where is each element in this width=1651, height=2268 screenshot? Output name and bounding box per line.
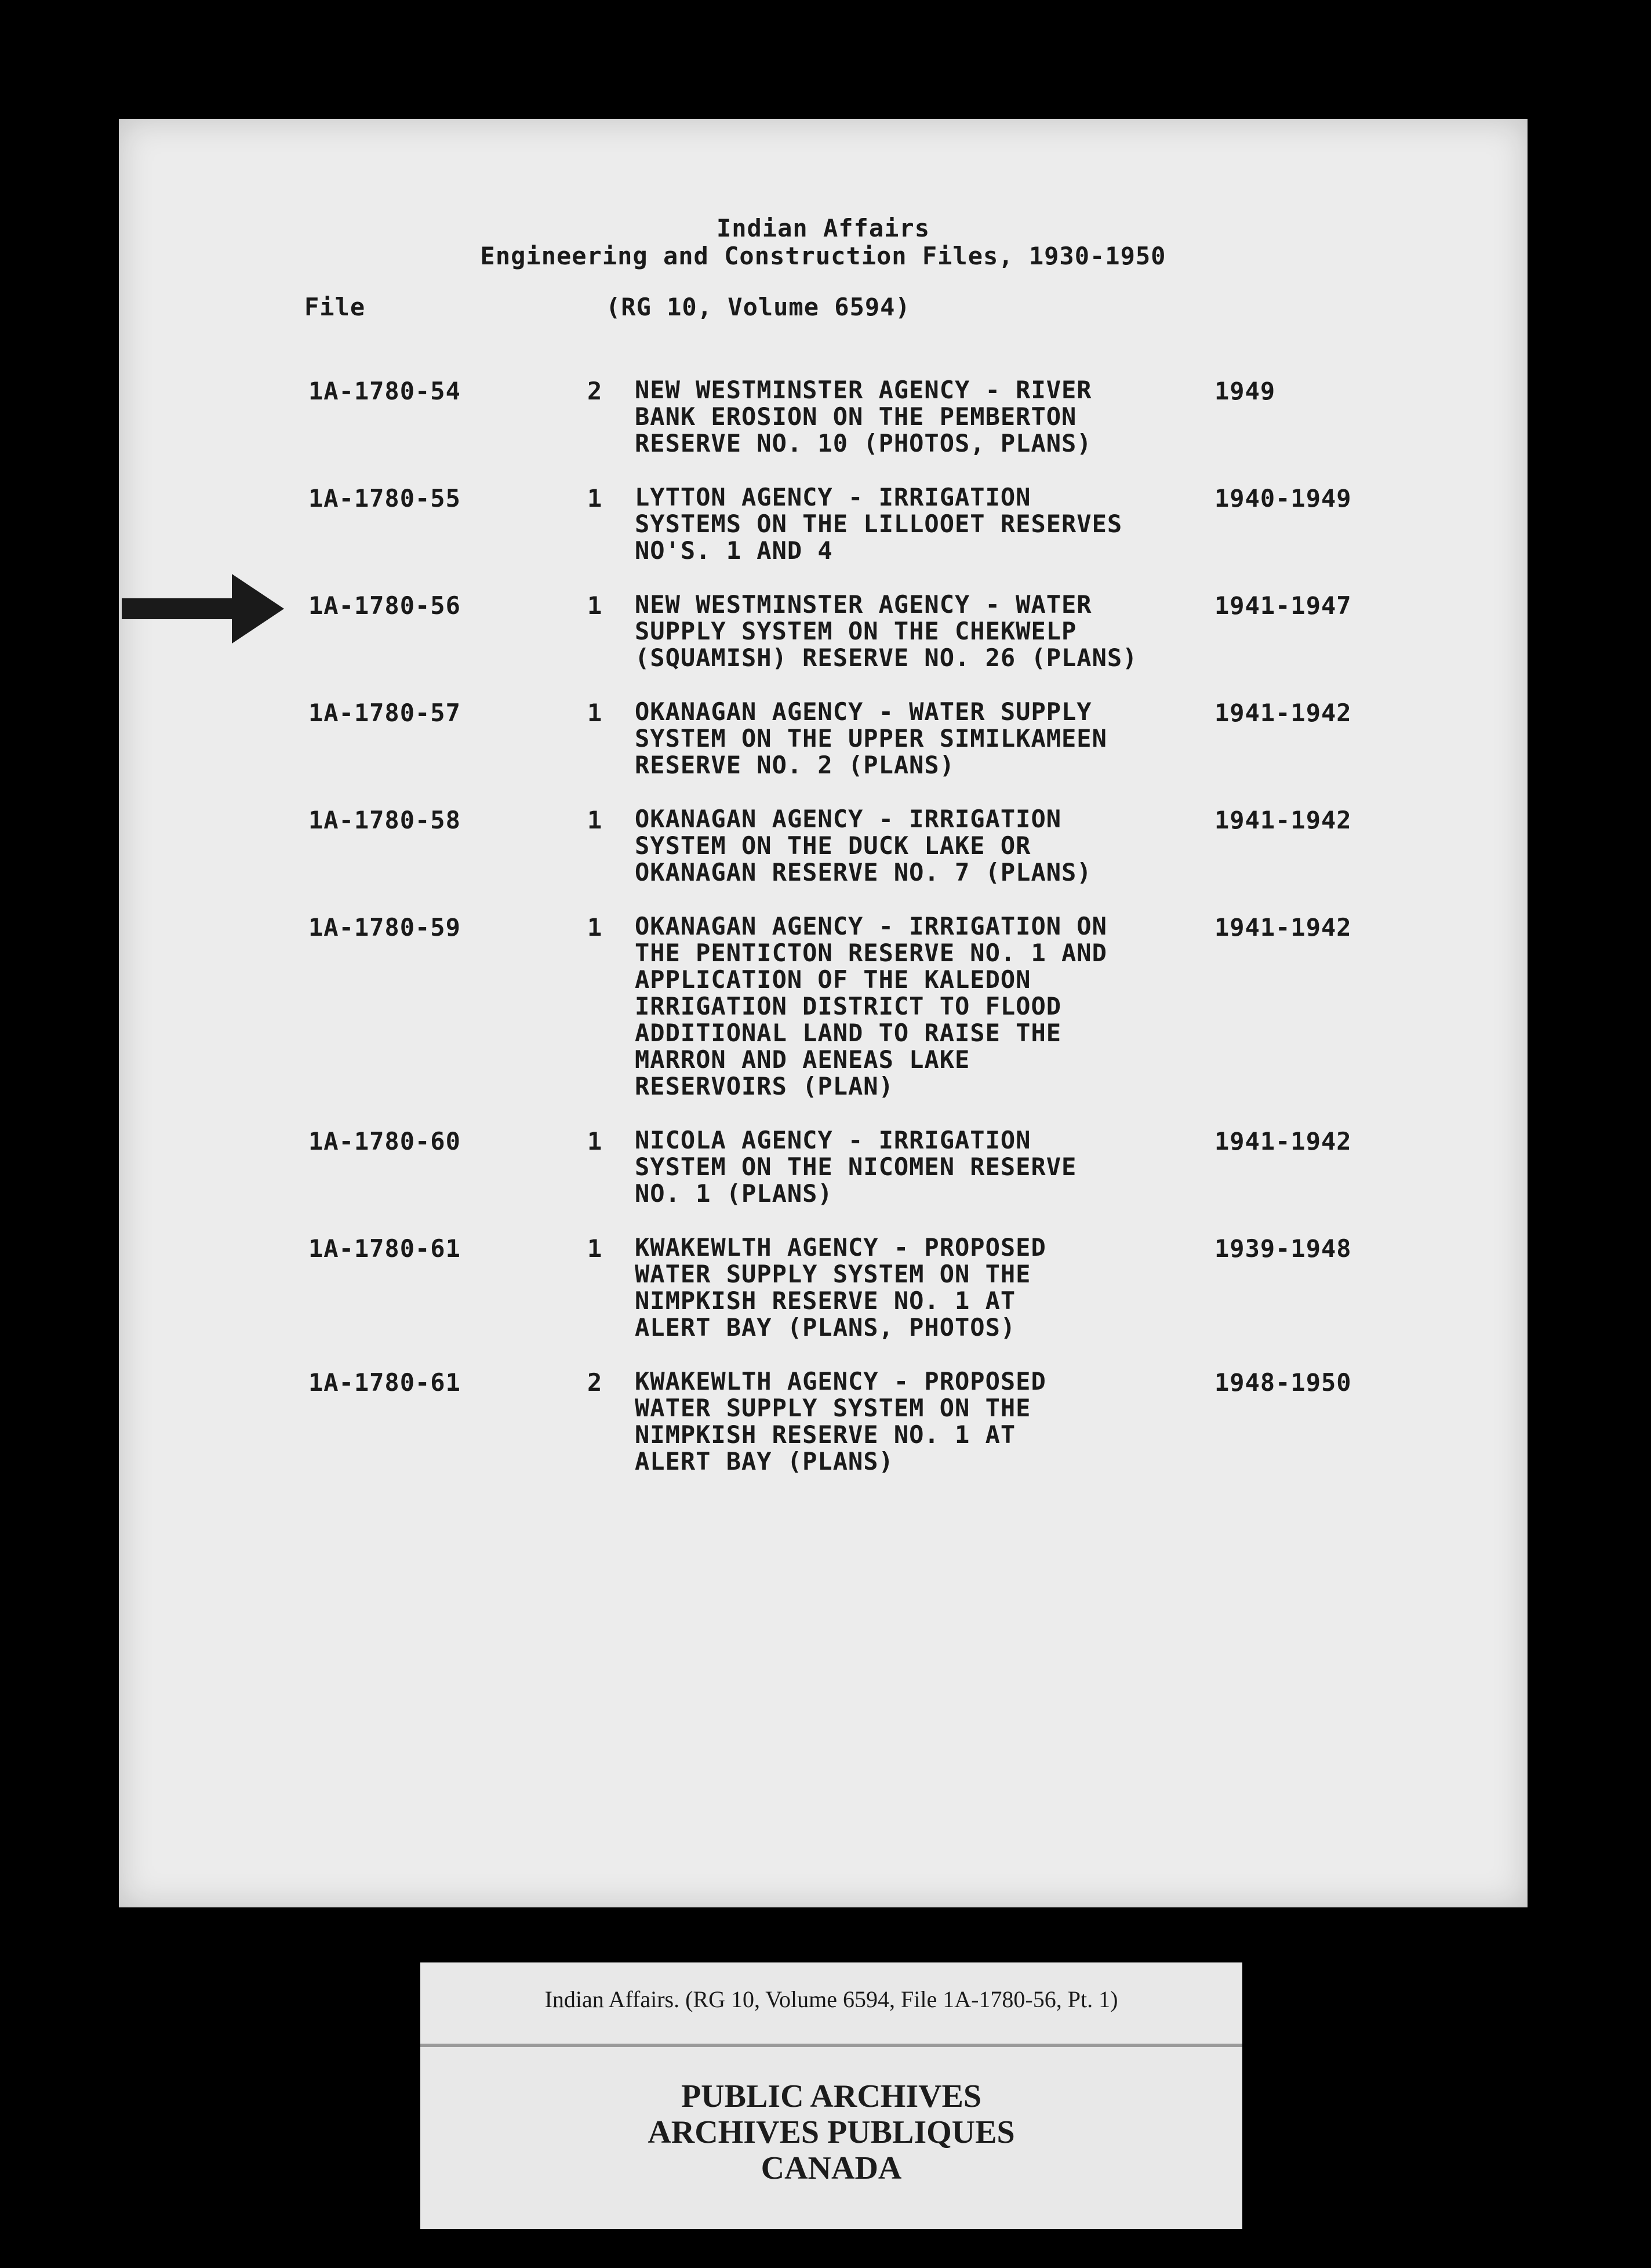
file-entry xyxy=(119,1234,1528,1341)
part-number: 1 xyxy=(587,591,603,620)
file-number: 1A-1780-61 xyxy=(308,1234,461,1263)
label-divider xyxy=(420,2044,1242,2047)
file-number: 1A-1780-56 xyxy=(308,591,461,620)
date-range: 1941-1942 xyxy=(1214,913,1352,942)
date-range: 1941-1942 xyxy=(1214,699,1352,727)
file-entry xyxy=(119,377,1528,457)
file-list xyxy=(119,377,1528,1502)
date-range: 1940-1949 xyxy=(1214,484,1352,513)
description-line: NICOLA AGENCY - IRRIGATION xyxy=(635,1126,1031,1154)
file-entry xyxy=(119,484,1528,564)
part-number: 1 xyxy=(587,699,603,727)
arrow-right-icon xyxy=(122,574,284,644)
description-line: ALERT BAY (PLANS) xyxy=(635,1447,894,1475)
date-range: 1948-1950 xyxy=(1214,1368,1352,1397)
description-line: NIMPKISH RESERVE NO. 1 AT xyxy=(635,1420,1016,1449)
file-description xyxy=(635,699,1214,779)
part-number: 1 xyxy=(587,1127,603,1155)
file-column-header: File xyxy=(304,293,366,321)
description-line: LYTTON AGENCY - IRRIGATION xyxy=(635,483,1031,511)
file-description xyxy=(635,1234,1214,1341)
volume-header: (RG 10, Volume 6594) xyxy=(606,293,911,321)
file-description xyxy=(635,377,1214,457)
part-number: 2 xyxy=(587,1368,603,1397)
file-number: 1A-1780-57 xyxy=(308,699,461,727)
document-page xyxy=(119,119,1528,1907)
file-entry xyxy=(119,699,1528,779)
file-number: 1A-1780-61 xyxy=(308,1368,461,1397)
file-entry xyxy=(119,1368,1528,1475)
date-range: 1939-1948 xyxy=(1214,1234,1352,1263)
file-number: 1A-1780-55 xyxy=(308,484,461,513)
description-line: NEW WESTMINSTER AGENCY - RIVER xyxy=(635,376,1092,404)
file-number: 1A-1780-58 xyxy=(308,806,461,834)
stamp-line-2: ARCHIVES PUBLIQUES xyxy=(648,2114,1015,2150)
file-description xyxy=(635,913,1214,1100)
file-number: 1A-1780-60 xyxy=(308,1127,461,1155)
description-line: WATER SUPPLY SYSTEM ON THE xyxy=(635,1394,1031,1422)
description-line: SYSTEM ON THE NICOMEN RESERVE xyxy=(635,1153,1077,1181)
file-number: 1A-1780-54 xyxy=(308,377,461,405)
file-entry xyxy=(119,913,1528,1100)
description-line: OKANAGAN AGENCY - IRRIGATION ON xyxy=(635,912,1107,940)
file-description xyxy=(635,1368,1214,1475)
description-line: RESERVE NO. 10 (PHOTOS, PLANS) xyxy=(635,429,1092,457)
description-line: OKANAGAN RESERVE NO. 7 (PLANS) xyxy=(635,858,1092,886)
description-line: NEW WESTMINSTER AGENCY - WATER xyxy=(635,590,1092,619)
title-line-2: Engineering and Construction Files, 1930-1950 xyxy=(480,242,1166,270)
file-description xyxy=(635,806,1214,886)
description-line: RESERVE NO. 2 (PLANS) xyxy=(635,751,955,779)
description-line: KWAKEWLTH AGENCY - PROPOSED xyxy=(635,1233,1046,1262)
description-line: NIMPKISH RESERVE NO. 1 AT xyxy=(635,1286,1016,1315)
description-line: SYSTEM ON THE UPPER SIMILKAMEEN xyxy=(635,724,1107,753)
description-line: SYSTEMS ON THE LILLOOET RESERVES xyxy=(635,510,1123,538)
description-line: BANK EROSION ON THE PEMBERTON xyxy=(635,402,1077,431)
date-range: 1941-1942 xyxy=(1214,806,1352,834)
description-line: OKANAGAN AGENCY - IRRIGATION xyxy=(635,805,1062,833)
file-entry xyxy=(119,806,1528,886)
description-line: NO. 1 (PLANS) xyxy=(635,1179,833,1208)
description-line: SYSTEM ON THE DUCK LAKE OR xyxy=(635,831,1031,860)
description-line: APPLICATION OF THE KALEDON xyxy=(635,965,1031,994)
description-line: THE PENTICTON RESERVE NO. 1 AND xyxy=(635,939,1107,967)
description-line: ALERT BAY (PLANS, PHOTOS) xyxy=(635,1313,1016,1342)
part-number: 1 xyxy=(587,913,603,942)
file-description xyxy=(635,484,1214,564)
part-number: 2 xyxy=(587,377,603,405)
description-line: WATER SUPPLY SYSTEM ON THE xyxy=(635,1260,1031,1288)
date-range: 1941-1942 xyxy=(1214,1127,1352,1155)
label-caption: Indian Affairs. (RG 10, Volume 6594, File 1A-1780-56, Pt. 1) xyxy=(544,1986,1118,2012)
description-line: RESERVOIRS (PLAN) xyxy=(635,1072,894,1100)
date-range: 1941-1947 xyxy=(1214,591,1352,620)
description-line: IRRIGATION DISTRICT TO FLOOD xyxy=(635,992,1062,1020)
part-number: 1 xyxy=(587,806,603,834)
description-line: SUPPLY SYSTEM ON THE CHEKWELP xyxy=(635,617,1077,645)
stamp-line-1: PUBLIC ARCHIVES xyxy=(681,2078,982,2114)
part-number: 1 xyxy=(587,1234,603,1263)
part-number: 1 xyxy=(587,484,603,513)
date-range: 1949 xyxy=(1214,377,1276,405)
description-line: ADDITIONAL LAND TO RAISE THE xyxy=(635,1019,1062,1047)
archive-stamp xyxy=(420,2078,1242,2186)
file-description xyxy=(635,1127,1214,1207)
description-line: KWAKEWLTH AGENCY - PROPOSED xyxy=(635,1367,1046,1395)
document-title xyxy=(119,215,1528,270)
archive-label xyxy=(420,1962,1242,2229)
description-line: NO'S. 1 AND 4 xyxy=(635,536,833,565)
description-line: MARRON AND AENEAS LAKE xyxy=(635,1045,970,1074)
file-entry xyxy=(119,591,1528,671)
title-line-1: Indian Affairs xyxy=(716,214,930,242)
description-line: (SQUAMISH) RESERVE NO. 26 (PLANS) xyxy=(635,644,1138,672)
file-description xyxy=(635,591,1214,671)
description-line: OKANAGAN AGENCY - WATER SUPPLY xyxy=(635,697,1092,726)
file-entry xyxy=(119,1127,1528,1207)
file-number: 1A-1780-59 xyxy=(308,913,461,942)
stamp-line-3: CANADA xyxy=(761,2150,902,2186)
